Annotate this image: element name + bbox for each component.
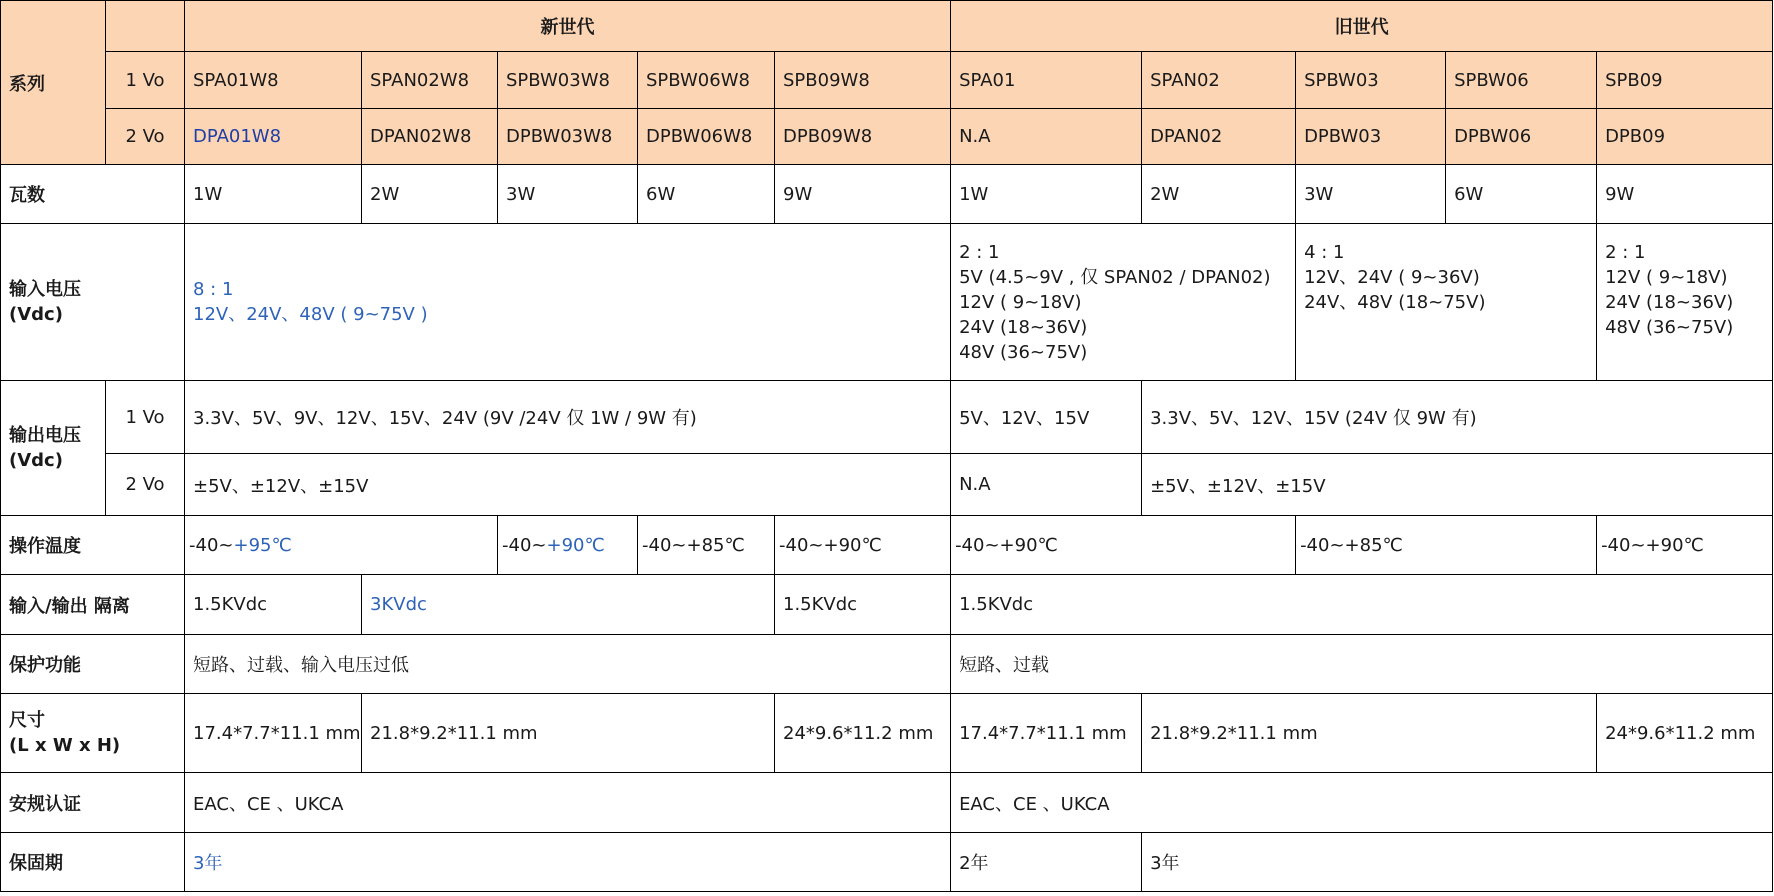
row-output-voltage-2vo xyxy=(1,454,1773,516)
output-voltage-new-1vo: 3.3V、5V、9V、12V、15V、24V (9V /24V 仅 1W / 9W 有) xyxy=(185,381,951,454)
model-cell: SPBW03W8 xyxy=(498,52,638,109)
output-voltage-old-1vo-b: 3.3V、5V、12V、15V (24V 仅 9W 有) xyxy=(1142,381,1773,454)
value-cell: 1W xyxy=(951,165,1142,224)
model-cell: SPAN02W8 xyxy=(362,52,498,109)
label-line: 尺寸 xyxy=(9,710,45,731)
header-row-1vo xyxy=(1,52,1773,109)
temperature-old-c: -40~+90℃ xyxy=(1597,516,1773,575)
value-cell: 9W xyxy=(775,165,951,224)
model-cell: SPA01 xyxy=(951,52,1142,109)
model-cell: DPBW03 xyxy=(1296,109,1446,165)
output-voltage-old-2vo-b: ±5V、±12V、±15V xyxy=(1142,454,1773,516)
output-voltage-old-1vo-a: 5V、12V、15V xyxy=(951,381,1142,454)
size-old-b: 21.8*9.2*11.1 mm xyxy=(1142,694,1597,773)
vo2-label: 2 Vo xyxy=(106,109,185,165)
model-cell: N.A xyxy=(951,109,1142,165)
model-cell: DPBW03W8 xyxy=(498,109,638,165)
model-cell: SPB09W8 xyxy=(775,52,951,109)
new-generation-header: 新世代 xyxy=(185,1,951,52)
warranty-old-a: 2年 xyxy=(951,833,1142,892)
text-line: 24V (18~36V) xyxy=(959,316,1088,338)
model-cell: SPBW03 xyxy=(1296,52,1446,109)
text-line: 24V (18~36V) xyxy=(1605,292,1734,313)
temperature-new-b xyxy=(498,516,638,575)
value-cell: 6W xyxy=(1446,165,1597,224)
model-cell: SPBW06W8 xyxy=(638,52,775,109)
output-voltage-new-2vo: ±5V、±12V、±15V xyxy=(185,454,951,516)
vo1-label: 1 Vo xyxy=(106,52,185,109)
value-cell: 3W xyxy=(498,165,638,224)
text-line: 12V、24V、48V ( 9~75V ) xyxy=(193,304,428,325)
old-generation-header: 旧世代 xyxy=(951,1,1773,52)
size-old-a: 17.4*7.7*11.1 mm xyxy=(951,694,1142,773)
certification-new: EAC、CE 、UKCA xyxy=(185,773,951,833)
temperature-old-a: -40~+90℃ xyxy=(951,516,1296,575)
temp-value: +95℃ xyxy=(233,534,292,556)
model-cell: SPAN02 xyxy=(1142,52,1296,109)
temp-prefix: -40~ xyxy=(189,534,234,556)
vo2-label: 2 Vo xyxy=(106,454,185,516)
row-isolation xyxy=(1,575,1773,635)
value-cell: 1W xyxy=(185,165,362,224)
model-cell: DPB09W8 xyxy=(775,109,951,165)
temperature-new-c: -40~+85℃ xyxy=(638,516,775,575)
vo1-label: 1 Vo xyxy=(106,381,185,454)
isolation-new-c: 1.5KVdc xyxy=(775,575,951,635)
warranty-new: 3年 xyxy=(185,833,951,892)
label-line: (Vdc) xyxy=(9,304,63,325)
row-label-warranty: 保固期 xyxy=(1,833,185,892)
series-label: 系列 xyxy=(1,1,106,165)
text-line: 4 : 1 xyxy=(1304,242,1345,263)
header-row-generation xyxy=(1,1,1773,52)
isolation-new-b: 3KVdc xyxy=(362,575,775,635)
row-label-isolation: 输入/输出 隔离 xyxy=(1,575,185,635)
input-voltage-new xyxy=(185,224,951,381)
temperature-new-a xyxy=(185,516,498,575)
label-line: 输出电压 xyxy=(9,425,81,446)
row-label-certification: 安规认证 xyxy=(1,773,185,833)
value-cell: 9W xyxy=(1597,165,1773,224)
temperature-old-b: -40~+85℃ xyxy=(1296,516,1597,575)
value-cell: 3W xyxy=(1296,165,1446,224)
label-line: 输入电压 xyxy=(9,279,81,300)
model-cell: DPAN02W8 xyxy=(362,109,498,165)
protection-new: 短路、过载、输入电压过低 xyxy=(185,635,951,694)
temp-prefix: -40~ xyxy=(502,534,547,556)
row-warranty xyxy=(1,833,1773,892)
isolation-new-a: 1.5KVdc xyxy=(185,575,362,635)
input-voltage-old-b xyxy=(1296,224,1597,381)
model-cell: DPA01W8 xyxy=(185,109,362,165)
row-temperature xyxy=(1,516,1773,575)
size-old-c: 24*9.6*11.2 mm xyxy=(1597,694,1773,773)
row-label-protection: 保护功能 xyxy=(1,635,185,694)
row-label-output-voltage xyxy=(1,381,106,516)
row-input-voltage xyxy=(1,224,1773,381)
text-line: 12V ( 9~18V) xyxy=(1605,267,1728,288)
row-size xyxy=(1,694,1773,773)
input-voltage-old-c xyxy=(1597,224,1773,381)
isolation-old: 1.5KVdc xyxy=(951,575,1773,635)
model-cell: SPA01W8 xyxy=(185,52,362,109)
text-line: 5V (4.5~9V , 仅 SPAN02 / DPAN02) xyxy=(959,266,1271,288)
text-line: 2 : 1 xyxy=(1605,242,1646,263)
row-wattage xyxy=(1,165,1773,224)
text-line: 8 : 1 xyxy=(193,279,234,300)
model-cell: DPBW06W8 xyxy=(638,109,775,165)
temperature-new-d: -40~+90℃ xyxy=(775,516,951,575)
text-line: 48V (36~75V) xyxy=(959,341,1088,363)
model-cell: SPBW06 xyxy=(1446,52,1597,109)
row-certification xyxy=(1,773,1773,833)
value-cell: 6W xyxy=(638,165,775,224)
output-voltage-old-2vo-a: N.A xyxy=(951,454,1142,516)
text-line: 2 : 1 xyxy=(959,241,1000,263)
row-label-input-voltage xyxy=(1,224,185,381)
model-cell: DPB09 xyxy=(1597,109,1773,165)
model-cell: SPB09 xyxy=(1597,52,1773,109)
row-label-temperature: 操作温度 xyxy=(1,516,185,575)
row-protection xyxy=(1,635,1773,694)
input-voltage-old-a xyxy=(951,224,1296,381)
text-line: 12V ( 9~18V) xyxy=(959,291,1082,313)
text-line: 24V、48V (18~75V) xyxy=(1304,292,1486,313)
size-new-a: 17.4*7.7*11.1 mm xyxy=(185,694,362,773)
model-cell: DPBW06 xyxy=(1446,109,1597,165)
value-cell: 2W xyxy=(1142,165,1296,224)
text-line: 12V、24V ( 9~36V) xyxy=(1304,267,1480,288)
protection-old: 短路、过载 xyxy=(951,635,1773,694)
temp-value: +90℃ xyxy=(546,534,605,556)
size-new-b: 21.8*9.2*11.1 mm xyxy=(362,694,775,773)
label-line: (Vdc) xyxy=(9,450,63,471)
header-row-2vo xyxy=(1,109,1773,165)
row-output-voltage-1vo xyxy=(1,381,1773,454)
size-new-c: 24*9.6*11.2 mm xyxy=(775,694,951,773)
warranty-old-b: 3年 xyxy=(1142,833,1773,892)
header-blank-cell xyxy=(106,1,185,52)
text-line: 48V (36~75V) xyxy=(1605,317,1734,338)
certification-old: EAC、CE 、UKCA xyxy=(951,773,1773,833)
model-cell: DPAN02 xyxy=(1142,109,1296,165)
row-label-wattage: 瓦数 xyxy=(1,165,185,224)
label-line: (L x W x H) xyxy=(9,735,121,756)
value-cell: 2W xyxy=(362,165,498,224)
row-label-size xyxy=(1,694,185,773)
